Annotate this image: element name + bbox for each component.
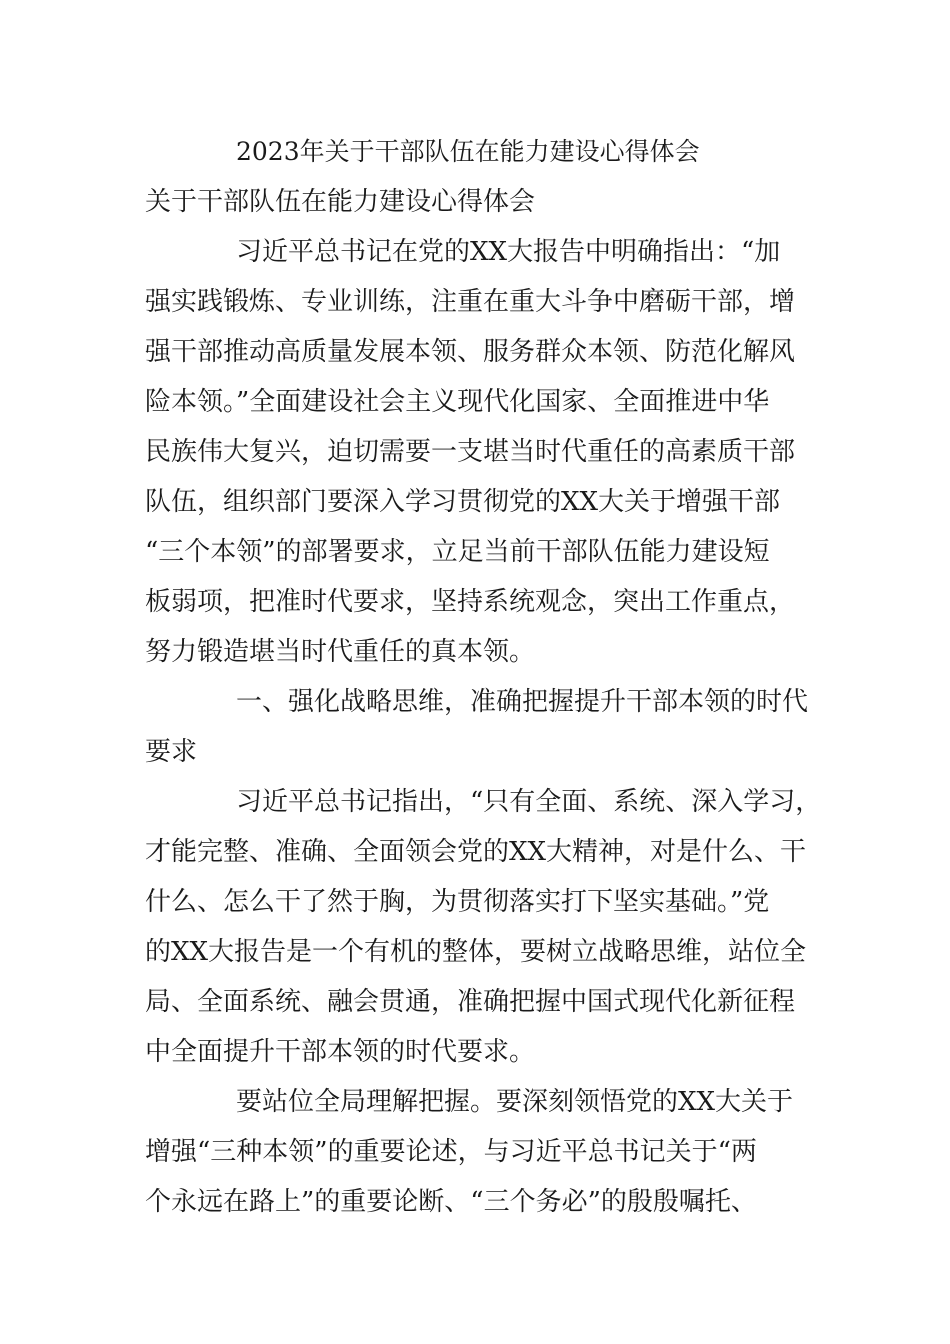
text-line: 强干部推动高质量发展本领、服务群众本领、防范化解风 [145, 337, 796, 367]
section-heading-line: 要求 [145, 737, 198, 767]
text-line: “三个本领”的部署要求，立足当前干部队伍能力建设短 [145, 537, 770, 567]
document-title: 2023年关于干部队伍在能力建设心得体会 [236, 137, 700, 166]
text-line: 才能完整、准确、全面领会党的XX大精神，对是什么、干 [145, 837, 807, 867]
text-line: 增强“三种本领”的重要论述，与习近平总书记关于“两 [145, 1137, 757, 1167]
text-line: 要站位全局理解把握。要深刻领悟党的XX大关于 [236, 1087, 794, 1117]
text-line: 习近平总书记在党的XX大报告中明确指出：“加 [236, 237, 781, 267]
text-line: 民族伟大复兴，迫切需要一支堪当时代重任的高素质干部 [145, 437, 796, 467]
text-line: 险本领。”全面建设社会主义现代化国家、全面推进中华 [145, 387, 770, 417]
subtitle-line: 关于干部队伍在能力建设心得体会 [145, 187, 536, 217]
text-line: 队伍，组织部门要深入学习贯彻党的XX大关于增强干部 [145, 487, 781, 517]
text-line: 板弱项，把准时代要求，坚持系统观念，突出工作重点， [145, 587, 796, 617]
text-line: 什么、怎么干了然于胸，为贯彻落实打下坚实基础。”党 [145, 887, 770, 917]
text-line: 局、全面系统、融会贯通，准确把握中国式现代化新征程 [145, 987, 796, 1017]
text-line: 强实践锻炼、专业训练，注重在重大斗争中磨砺干部，增 [145, 287, 796, 317]
text-line: 个永远在路上”的重要论断、“三个务必”的殷殷嘱托、 [145, 1187, 757, 1217]
section-heading-line: 一、强化战略思维，准确把握提升干部本领的时代 [236, 687, 809, 717]
text-line: 努力锻造堪当时代重任的真本领。 [145, 637, 536, 667]
text-line: 的XX大报告是一个有机的整体，要树立战略思维，站位全 [145, 937, 807, 967]
text-line: 习近平总书记指出，“只有全面、系统、深入学习， [236, 787, 822, 817]
text-line: 中全面提升干部本领的时代要求。 [145, 1037, 536, 1067]
